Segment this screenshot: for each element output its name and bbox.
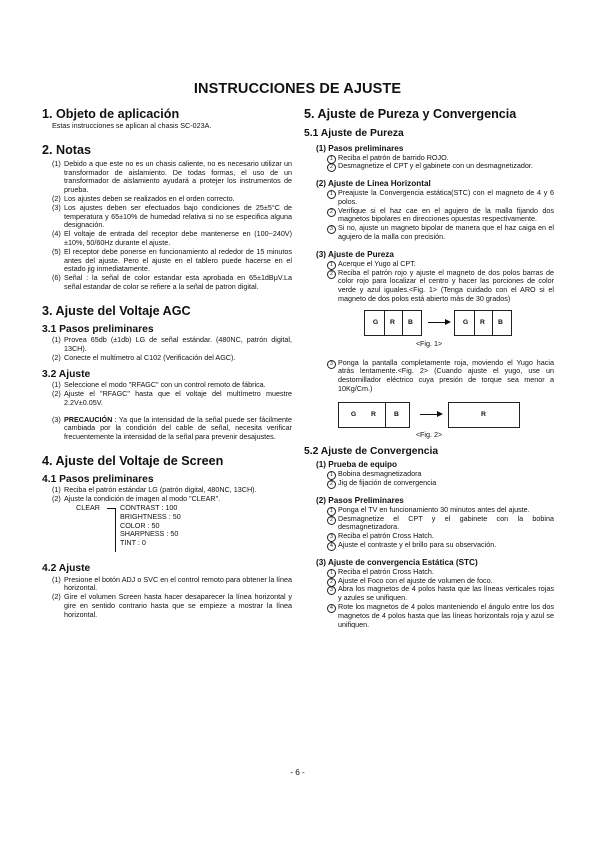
setting-value: COLOR : 50 bbox=[120, 520, 160, 530]
list-item: 2 Ajuste el Foco con el ajuste de volumen de foco. bbox=[304, 577, 554, 586]
purity-adjust-heading: (3) Ajuste de Pureza bbox=[316, 249, 394, 259]
list-item: 2 Reciba el patrón rojo y ajuste el magneto de dos polos barras de color rojo para localizar el centro y hacer las porciones de color verde y azul iguales.<Fig. 1> (Tenga cuidado con el ARO si el magneto de dos polos está abierto más de 30 grados) bbox=[304, 269, 554, 304]
note-item: (1) Debido a que este no es un chasis caliente, no es necesario utilizar un transformador de aislamiento. De todas formas, el uso de un transformador de aislamiento ayudará a protejer los instrumentos de prueba. bbox=[52, 158, 292, 195]
preliminary-steps-heading: (2) Pasos Preliminares bbox=[316, 495, 404, 505]
list-item: (2) Gire el volumen Screen hasta hacer desaparecer la línea horizontal y gire en sentido contrario hasta que se empieze a mostrar la línea horizontal. bbox=[52, 592, 292, 619]
list-item: 4 Rote los magnetos de 4 polos manteniendo el ángulo entre los dos magnetos de 4 polos hasta que las líneas horizontals roja y azul se unifiquen. bbox=[304, 603, 554, 629]
section-4-heading: 4. Ajuste del Voltaje de Screen bbox=[42, 453, 224, 468]
list-item: 1 Bobina desmagnetizadora bbox=[304, 470, 554, 479]
red-box-after bbox=[448, 402, 520, 428]
horizontal-line-heading: (2) Ajuste de Línea Horizontal bbox=[316, 179, 431, 189]
caution-note: (3) PRECAUCIÓN : Ya que la intensidad de la señal puede ser fácilmente cambiada por la condición del cable de señal, necesita verificar frecuentemente la intensidad de la señal para prevenir desajustes. bbox=[52, 414, 292, 442]
clear-settings bbox=[42, 504, 292, 559]
arrow-head-icon bbox=[437, 411, 443, 417]
section-4-1-heading: 4.1 Pasos preliminares bbox=[42, 473, 154, 485]
arrow-icon bbox=[420, 414, 438, 415]
section-5-2-heading: 5.2 Ajuste de Convergencia bbox=[304, 445, 439, 457]
b-label: B bbox=[394, 410, 399, 418]
note-item: (6) Señal : la señal de color estandar esta aprobada en 65±1dBμV.La señal estandar de color se refiere a la señal de patron digital. bbox=[52, 273, 292, 291]
list-item: (1) Seleccione el modo "RFAGC" con un control remoto de fábrica. bbox=[52, 380, 266, 390]
list-item: (2) Conecte el multímetro al C102 (Verificación del AGC). bbox=[52, 352, 236, 362]
g-label: G bbox=[462, 318, 469, 326]
arrow-head-icon bbox=[445, 319, 451, 325]
figure-1 bbox=[304, 310, 554, 336]
r-label: R bbox=[390, 318, 395, 326]
section-5-heading: 5. Ajuste de Pureza y Convergencia bbox=[304, 107, 517, 121]
right-column bbox=[304, 107, 554, 629]
section-3-2-heading: 3.2 Ajuste bbox=[42, 368, 91, 380]
bracket-line bbox=[107, 508, 115, 509]
clear-label: CLEAR bbox=[76, 503, 100, 513]
list-item: 1 Preajuste la Convergencia estática(STC) con el magneto de 4 y 6 polos. bbox=[304, 189, 554, 207]
list-item: 2 Verifique si el haz cae en el agujero de la malla fijando dos magnetos bipolares en direcciones opuestas respectivamente. bbox=[304, 207, 554, 225]
setting-value: SHARPNESS : 50 bbox=[120, 529, 179, 539]
static-convergence-heading: (3) Ajuste de convergencia Estática (STC) bbox=[316, 557, 478, 567]
list-item: (2) Ajuste la condición de imagen al modo "CLEAR". bbox=[52, 494, 221, 504]
page-number: - 6 - bbox=[290, 768, 305, 777]
b-label: B bbox=[498, 318, 503, 326]
list-item: 2 Jig de fijación de convergencia bbox=[304, 479, 554, 488]
list-item: (1) Reciba el patrón estándar LG (patrón digital, 480NC, 13CH). bbox=[52, 485, 257, 495]
list-item: (1) Presione el botón ADJ o SVC en el control remoto para obtener la línea horizontal. bbox=[52, 574, 292, 593]
list-item: 3 Ponga la pantalla completamente roja, moviendo el Yugo hacia atrás lentamente.<Fig. 2> (Cuando ajuste el yugo, use un destornillador eléctrico cuya presión de torque sea menor a 10Kg/Cm.) bbox=[304, 359, 554, 394]
figure-2 bbox=[304, 402, 554, 428]
section-3-heading: 3. Ajuste del Voltaje AGC bbox=[42, 303, 191, 318]
setting-value: TINT : 0 bbox=[120, 538, 146, 548]
list-item: 1 Ponga el TV en funcionamiento 30 minutos antes del ajuste. bbox=[304, 506, 554, 515]
note-item: (5) El receptor debe ponerse en funcionamiento al rededor de 15 minutos antes del ajuste. Pero el ajuste en el tablero puede hacerse en el estado jig inmediatamente. bbox=[52, 246, 292, 274]
b-label: B bbox=[408, 318, 413, 326]
r-label: R bbox=[481, 410, 486, 418]
list-item: 2 Desmagnetize el CPT y el gabinete con la bobina desmagnetizadora. bbox=[304, 515, 554, 533]
arrow-icon bbox=[428, 322, 446, 323]
bracket-line bbox=[115, 508, 116, 552]
section-1-heading: 1. Objeto de aplicación bbox=[42, 107, 180, 121]
list-item: 2 Desmagnetize el CPT y el gabinete con un desmagnetizador. bbox=[304, 162, 554, 171]
page-title: INSTRUCCIONES DE AJUSTE bbox=[193, 81, 402, 97]
list-item: 1 Reciba el patrón de barrido ROJO. bbox=[304, 154, 554, 163]
left-column bbox=[42, 107, 292, 620]
g-label: G bbox=[372, 318, 379, 326]
grb-box-before bbox=[338, 402, 410, 428]
note-item: (3) Los ajustes deben ser efectuados bajo condiciones de 25±5°C de temperatura y 65±10% de humedad relativa si no se especifica alguna designación. bbox=[52, 202, 292, 230]
purity-preliminary-heading: (1) Pasos preliminares bbox=[316, 143, 404, 153]
section-3-1-heading: 3.1 Pasos preliminares bbox=[42, 323, 154, 335]
list-item: 1 Reciba el patrón Cross Hatch. bbox=[304, 568, 554, 577]
equipment-test-heading: (1) Prueba de equipo bbox=[316, 460, 397, 470]
setting-value: BRIGHTNESS : 50 bbox=[120, 511, 181, 521]
section-4-2-heading: 4.2 Ajuste bbox=[42, 563, 91, 575]
r-label: R bbox=[371, 410, 376, 418]
note-item: (4) El voltaje de entrada del receptor debe mantenerse en (100~240V)±10%, 50/60Hz durante el ajuste. bbox=[52, 229, 292, 247]
list-item: 3 Reciba el patrón Cross Hatch. bbox=[304, 532, 554, 541]
list-item: (2) Ajuste el "RFAGC" hasta que el voltaje del multímetro muestre 2.2V±0.05V. bbox=[52, 388, 292, 407]
section-2-heading: 2. Notas bbox=[42, 142, 91, 157]
list-item: 1 Acerque el Yugo al CPT. bbox=[304, 260, 554, 269]
list-item: (1) Provea 65db (±1db) LG de señal estándar. (480NC, patrón digital, 13CH). bbox=[52, 335, 292, 354]
setting-value: CONTRAST : 100 bbox=[120, 503, 178, 513]
figure-2-caption: <Fig. 2> bbox=[415, 429, 443, 439]
grb-box-before bbox=[364, 310, 422, 336]
r-label: R bbox=[480, 318, 485, 326]
section-1-text: Estas instrucciones se aplican al chasis SC-023A. bbox=[52, 121, 212, 130]
figure-1-caption: <Fig. 1> bbox=[415, 338, 443, 348]
list-item: 4 Ajuste el contraste y el brillo para su observación. bbox=[304, 541, 554, 550]
list-item: 3 Si no, ajuste un magneto bipolar de manera que el haz caiga en el agujero de la malla con precisión. bbox=[304, 224, 554, 242]
grb-box-after bbox=[454, 310, 512, 336]
list-item: 3 Abra los magnetos de 4 polos hasta que las líneas verticales rojas y azules se unifiquen. bbox=[304, 585, 554, 603]
note-item: (2) Los ajustes deben se realizados en el orden correcto. bbox=[52, 193, 235, 203]
section-5-1-heading: 5.1 Ajuste de Pureza bbox=[304, 128, 404, 139]
g-label: G bbox=[350, 410, 357, 418]
